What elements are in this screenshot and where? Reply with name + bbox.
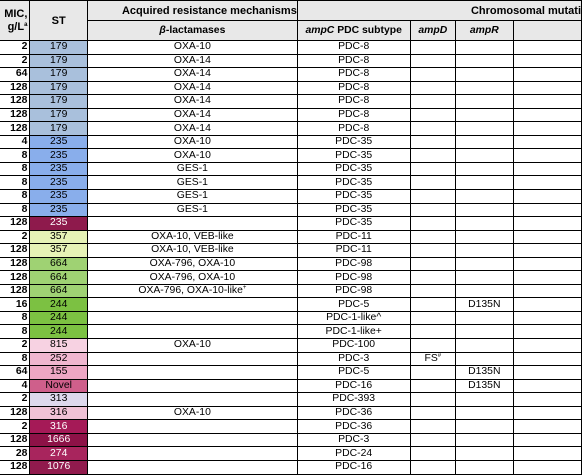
st-cell: 357	[30, 230, 88, 244]
mic-cell: 28	[0, 447, 30, 461]
ampr-cell	[456, 257, 513, 271]
extra-cell	[513, 379, 582, 393]
mic-cell: 8	[0, 352, 30, 366]
pdc-subtype-cell: PDC-100	[297, 339, 410, 353]
beta-lactamase-cell: GES-1	[87, 176, 297, 190]
mic-cell: 128	[0, 217, 30, 231]
beta-lactamase-cell: OXA-10	[87, 406, 297, 420]
beta-lactamase-cell: OXA-14	[87, 81, 297, 95]
ampr-cell	[456, 68, 513, 82]
table-row	[0, 379, 582, 393]
ampd-header: ampD	[410, 21, 456, 41]
extra-cell	[513, 190, 582, 204]
extra-cell	[513, 176, 582, 190]
mic-cell: 128	[0, 108, 30, 122]
pdc-subtype-cell: PDC-5	[297, 298, 410, 312]
ampr-cell	[456, 162, 513, 176]
ampr-cell	[456, 176, 513, 190]
extra-cell	[513, 298, 582, 312]
extra-header	[513, 21, 582, 41]
mic-cell: 64	[0, 68, 30, 82]
ampd-cell	[410, 406, 456, 420]
ampr-cell: D135N	[456, 379, 513, 393]
ampr-cell	[456, 406, 513, 420]
ampd-note: #	[437, 352, 442, 359]
mic-cell: 128	[0, 122, 30, 136]
beta-lactamase-cell: GES-1	[87, 203, 297, 217]
beta-lactamase-cell	[87, 447, 297, 461]
ampr-cell	[456, 433, 513, 447]
st-cell: 179	[30, 122, 88, 136]
table-row	[0, 81, 582, 95]
st-cell: 244	[30, 311, 88, 325]
pdc-subtype-cell: PDC-11	[297, 230, 410, 244]
mic-cell: 4	[0, 135, 30, 149]
table-row	[0, 325, 582, 339]
table-row	[0, 244, 582, 258]
ampd-cell	[410, 162, 456, 176]
ampd-cell	[410, 176, 456, 190]
pdc-subtype-cell: PDC-35	[297, 190, 410, 204]
pdc-subtype-cell: PDC-35	[297, 149, 410, 163]
extra-cell	[513, 460, 582, 474]
beta-lactamase-cell	[87, 460, 297, 474]
ampr-cell	[456, 203, 513, 217]
ampr-cell	[456, 271, 513, 285]
mic-cell: 2	[0, 420, 30, 434]
ampr-cell: D135N	[456, 366, 513, 380]
table-row	[0, 149, 582, 163]
ampd-cell	[410, 447, 456, 461]
mic-cell: 128	[0, 257, 30, 271]
mic-cell: 2	[0, 230, 30, 244]
mic-cell: 128	[0, 81, 30, 95]
mic-cell: 128	[0, 406, 30, 420]
table-row	[0, 366, 582, 380]
ampd-cell	[410, 284, 456, 298]
beta-lactamase-cell	[87, 298, 297, 312]
mic-cell: 8	[0, 203, 30, 217]
table-row	[0, 122, 582, 136]
beta-lactamase-cell: OXA-796, OXA-10	[87, 271, 297, 285]
pdc-subtype-cell: PDC-3	[297, 352, 410, 366]
st-cell: 357	[30, 244, 88, 258]
beta-lactamase-cell	[87, 420, 297, 434]
ampr-cell	[456, 190, 513, 204]
mic-cell: 128	[0, 460, 30, 474]
ampr-cell	[456, 311, 513, 325]
table-row	[0, 393, 582, 407]
pdc-subtype-cell: PDC-16	[297, 379, 410, 393]
beta-lactamase-cell: OXA-10	[87, 339, 297, 353]
extra-cell	[513, 339, 582, 353]
ampd-cell	[410, 81, 456, 95]
extra-cell	[513, 135, 582, 149]
ampr-cell	[456, 244, 513, 258]
st-cell: 235	[30, 162, 88, 176]
header-row-1	[0, 1, 582, 21]
mic-header-line1: MIC,	[4, 7, 28, 20]
extra-cell	[513, 311, 582, 325]
table-row	[0, 95, 582, 109]
header-row-2	[0, 21, 582, 41]
extra-cell	[513, 149, 582, 163]
beta-lactamase-cell: OXA-10	[87, 149, 297, 163]
mic-cell: 128	[0, 271, 30, 285]
pdc-subtype-cell: PDC-11	[297, 244, 410, 258]
table-row	[0, 190, 582, 204]
table-row	[0, 257, 582, 271]
ampr-cell	[456, 325, 513, 339]
pdc-subtype-cell: PDC-36	[297, 406, 410, 420]
ampd-cell	[410, 230, 456, 244]
pdc-subtype-cell: PDC-35	[297, 135, 410, 149]
extra-cell	[513, 41, 582, 55]
ampr-cell	[456, 135, 513, 149]
acquired-header: Acquired resistance mechanisms	[87, 1, 297, 21]
ampd-cell	[410, 460, 456, 474]
pdc-subtype-cell: PDC-16	[297, 460, 410, 474]
st-cell: Novel	[30, 379, 88, 393]
ampr-cell	[456, 230, 513, 244]
mic-cell: 8	[0, 190, 30, 204]
pdc-subtype-cell: PDC-8	[297, 95, 410, 109]
table-row	[0, 406, 582, 420]
ampr-cell	[456, 447, 513, 461]
mic-cell: 64	[0, 366, 30, 380]
beta-lactamase-cell: GES-1	[87, 190, 297, 204]
extra-cell	[513, 447, 582, 461]
ampd-cell	[410, 433, 456, 447]
table-row	[0, 460, 582, 474]
extra-cell	[513, 108, 582, 122]
st-cell: 235	[30, 190, 88, 204]
st-cell: 235	[30, 176, 88, 190]
extra-cell	[513, 257, 582, 271]
table-row	[0, 447, 582, 461]
extra-cell	[513, 420, 582, 434]
table-row	[0, 271, 582, 285]
extra-cell	[513, 352, 582, 366]
beta-lactamase-cell: OXA-14	[87, 54, 297, 68]
st-cell: 155	[30, 366, 88, 380]
extra-cell	[513, 433, 582, 447]
ampc-label: ampC	[305, 24, 335, 36]
ampr-cell	[456, 420, 513, 434]
ampd-cell	[410, 325, 456, 339]
beta-symbol: β	[159, 24, 166, 36]
pdc-subtype-cell: PDC-8	[297, 108, 410, 122]
ampd-cell	[410, 108, 456, 122]
ampd-cell	[410, 420, 456, 434]
mic-cell: 8	[0, 325, 30, 339]
extra-cell	[513, 122, 582, 136]
extra-cell	[513, 406, 582, 420]
beta-lactamase-cell	[87, 311, 297, 325]
st-cell: 1076	[30, 460, 88, 474]
table-row	[0, 68, 582, 82]
pdc-subtype-cell: PDC-3	[297, 433, 410, 447]
ampr-cell	[456, 41, 513, 55]
table-row	[0, 41, 582, 55]
pdc-subtype-label: PDC subtype	[334, 24, 402, 36]
mic-cell: 2	[0, 54, 30, 68]
st-cell: 235	[30, 149, 88, 163]
pdc-subtype-cell: PDC-393	[297, 393, 410, 407]
mic-cell: 128	[0, 284, 30, 298]
ampr-cell	[456, 460, 513, 474]
mic-cell: 8	[0, 311, 30, 325]
ampr-header: ampR	[456, 21, 513, 41]
beta-lactamase-cell	[87, 366, 297, 380]
beta-lactamase-cell: OXA-10	[87, 135, 297, 149]
pdc-subtype-cell: PDC-8	[297, 54, 410, 68]
table-row	[0, 352, 582, 366]
ampr-cell	[456, 284, 513, 298]
ampr-cell	[456, 352, 513, 366]
extra-cell	[513, 68, 582, 82]
st-cell: 815	[30, 339, 88, 353]
mic-cell: 8	[0, 176, 30, 190]
chromosomal-header: Chromosomal mutati	[297, 1, 581, 21]
ampd-cell	[410, 95, 456, 109]
pdc-subtype-cell: PDC-8	[297, 68, 410, 82]
pdc-subtype-cell: PDC-36	[297, 420, 410, 434]
table-row	[0, 162, 582, 176]
beta-lactamase-cell	[87, 379, 297, 393]
extra-cell	[513, 81, 582, 95]
ampc-header	[297, 21, 410, 41]
beta-lactamase-cell: OXA-14	[87, 95, 297, 109]
beta-lactamase-cell: OXA-14	[87, 68, 297, 82]
st-cell: 664	[30, 284, 88, 298]
pdc-subtype-cell: PDC-24	[297, 447, 410, 461]
st-cell: 252	[30, 352, 88, 366]
ampd-cell	[410, 149, 456, 163]
table-row	[0, 176, 582, 190]
beta-lactamase-cell	[87, 217, 297, 231]
table-row	[0, 433, 582, 447]
ampd-cell	[410, 393, 456, 407]
mic-cell: 128	[0, 95, 30, 109]
pdc-subtype-cell: PDC-1-like^	[297, 311, 410, 325]
beta-lactamase-cell	[87, 393, 297, 407]
pdc-subtype-cell: PDC-35	[297, 203, 410, 217]
st-cell: 244	[30, 298, 88, 312]
ampd-cell	[410, 379, 456, 393]
ampd-cell	[410, 41, 456, 55]
pdc-subtype-cell: PDC-1-like+	[297, 325, 410, 339]
beta-lactamases-header	[87, 21, 297, 41]
st-cell: 179	[30, 41, 88, 55]
mic-cell: 16	[0, 298, 30, 312]
mic-header-line2: g/L	[7, 20, 25, 33]
beta-lactamase-cell	[87, 325, 297, 339]
table-row	[0, 339, 582, 353]
ampr-cell	[456, 149, 513, 163]
ampr-cell	[456, 393, 513, 407]
st-cell: 235	[30, 203, 88, 217]
pdc-subtype-cell: PDC-8	[297, 81, 410, 95]
ampd-cell: FS#	[410, 352, 456, 366]
pdc-subtype-cell: PDC-98	[297, 284, 410, 298]
st-cell: 664	[30, 271, 88, 285]
beta-rest: -lactamases	[165, 24, 226, 36]
ampd-cell	[410, 135, 456, 149]
ampd-cell	[410, 217, 456, 231]
beta-lactamase-cell	[87, 433, 297, 447]
extra-cell	[513, 366, 582, 380]
st-cell: 274	[30, 447, 88, 461]
mic-header	[0, 1, 30, 41]
ampd-cell	[410, 311, 456, 325]
table-row	[0, 284, 582, 298]
table-row	[0, 298, 582, 312]
extra-cell	[513, 54, 582, 68]
st-cell: 244	[30, 325, 88, 339]
pdc-subtype-cell: PDC-35	[297, 217, 410, 231]
st-cell: 179	[30, 54, 88, 68]
ampr-cell	[456, 339, 513, 353]
beta-lactamase-cell: OXA-14	[87, 122, 297, 136]
mic-cell: 8	[0, 162, 30, 176]
st-cell: 235	[30, 135, 88, 149]
pdc-subtype-cell: PDC-5	[297, 366, 410, 380]
table-row	[0, 217, 582, 231]
table-row	[0, 203, 582, 217]
st-cell: 179	[30, 68, 88, 82]
beta-lactamase-cell: OXA-14	[87, 108, 297, 122]
ampd-cell	[410, 190, 456, 204]
table-row	[0, 54, 582, 68]
st-cell: 179	[30, 108, 88, 122]
mic-cell: 2	[0, 393, 30, 407]
st-cell: 235	[30, 217, 88, 231]
mic-cell: 2	[0, 339, 30, 353]
pdc-subtype-cell: PDC-8	[297, 122, 410, 136]
mic-cell: 4	[0, 379, 30, 393]
ampd-cell	[410, 203, 456, 217]
ampr-cell	[456, 122, 513, 136]
ampd-cell	[410, 54, 456, 68]
table-row	[0, 230, 582, 244]
pdc-subtype-cell: PDC-98	[297, 271, 410, 285]
mic-cell: 8	[0, 149, 30, 163]
beta-lactamase-cell: GES-1	[87, 162, 297, 176]
beta-lactamase-cell: OXA-10, VEB-like	[87, 244, 297, 258]
ampr-cell	[456, 108, 513, 122]
ampr-cell	[456, 217, 513, 231]
st-cell: 179	[30, 81, 88, 95]
pdc-subtype-cell: PDC-8	[297, 41, 410, 55]
extra-cell	[513, 217, 582, 231]
table-row	[0, 420, 582, 434]
ampr-cell: D135N	[456, 298, 513, 312]
pdc-subtype-cell: PDC-35	[297, 176, 410, 190]
extra-cell	[513, 95, 582, 109]
extra-cell	[513, 162, 582, 176]
ampd-cell	[410, 298, 456, 312]
table-row	[0, 311, 582, 325]
extra-cell	[513, 284, 582, 298]
ampd-cell	[410, 271, 456, 285]
beta-lactamase-cell	[87, 352, 297, 366]
ampr-cell	[456, 54, 513, 68]
extra-cell	[513, 325, 582, 339]
ampd-cell	[410, 68, 456, 82]
extra-cell	[513, 244, 582, 258]
st-cell: 179	[30, 95, 88, 109]
mic-header-sup: a	[24, 21, 28, 28]
mic-cell: 2	[0, 41, 30, 55]
beta-lactamase-note: +	[242, 285, 247, 292]
mic-cell: 128	[0, 244, 30, 258]
beta-lactamase-cell: OXA-10, VEB-like	[87, 230, 297, 244]
extra-cell	[513, 203, 582, 217]
extra-cell	[513, 393, 582, 407]
extra-cell	[513, 230, 582, 244]
pdc-subtype-cell: PDC-98	[297, 257, 410, 271]
st-cell: 313	[30, 393, 88, 407]
ampr-cell	[456, 95, 513, 109]
ampd-cell	[410, 366, 456, 380]
st-cell: 316	[30, 406, 88, 420]
ampd-cell	[410, 122, 456, 136]
st-cell: 316	[30, 420, 88, 434]
beta-lactamase-cell: OXA-10	[87, 41, 297, 55]
ampd-cell	[410, 339, 456, 353]
ampr-cell	[456, 81, 513, 95]
st-cell: 664	[30, 257, 88, 271]
pdc-subtype-cell: PDC-35	[297, 162, 410, 176]
ampd-cell	[410, 257, 456, 271]
table-row	[0, 135, 582, 149]
beta-lactamase-cell: OXA-796, OXA-10-like+	[87, 284, 297, 298]
ampd-cell	[410, 244, 456, 258]
beta-lactamase-cell: OXA-796, OXA-10	[87, 257, 297, 271]
st-cell: 1666	[30, 433, 88, 447]
table-row	[0, 108, 582, 122]
extra-cell	[513, 271, 582, 285]
mic-cell: 128	[0, 433, 30, 447]
st-header: ST	[30, 1, 88, 41]
